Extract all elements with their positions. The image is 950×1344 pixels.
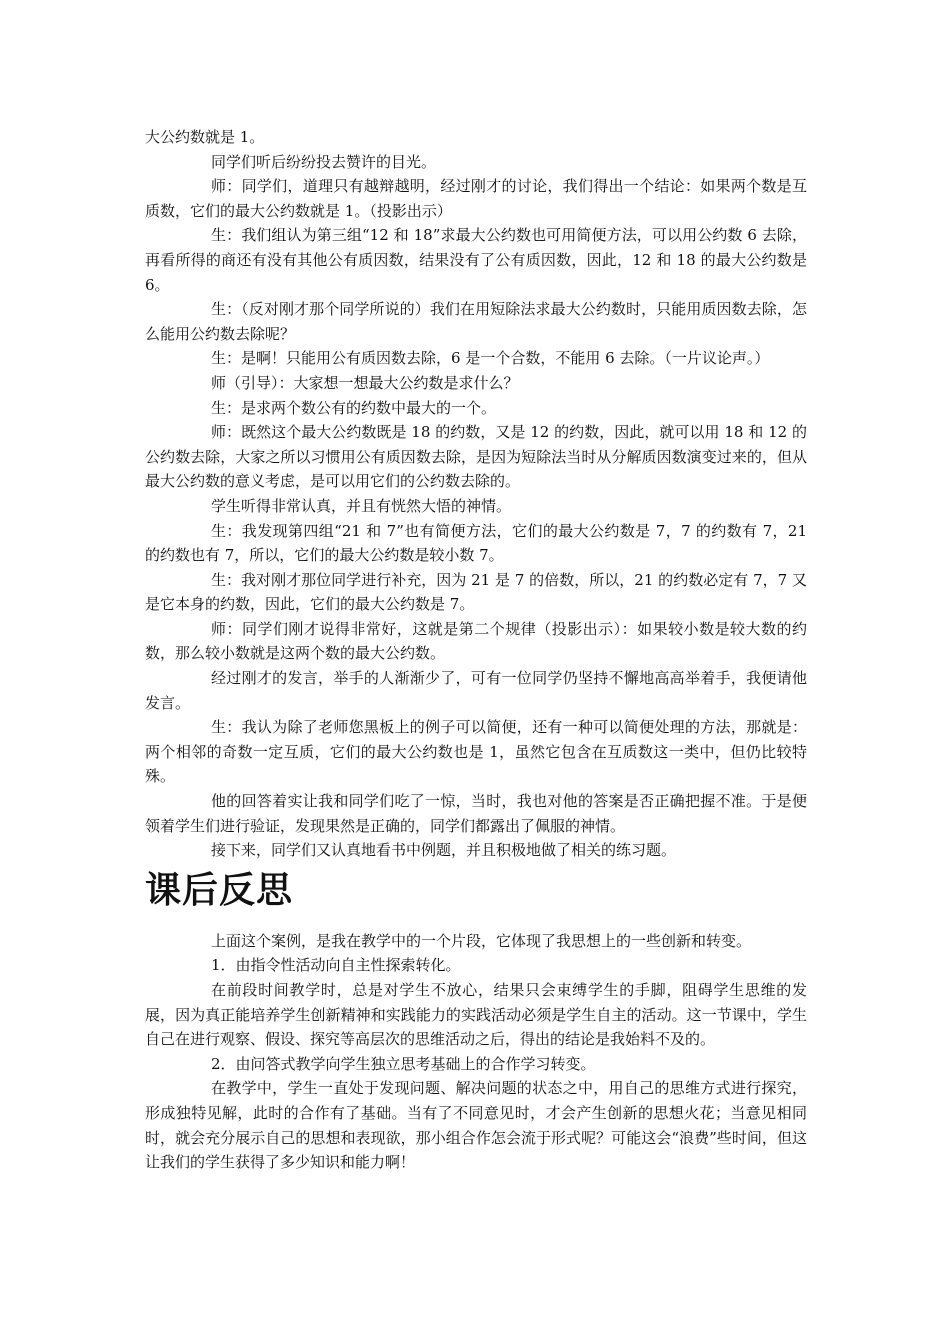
paragraph: 生：（反对刚才那个同学所说的）我们在用短除法求最大公约数时，只能用质因数去除，怎么能用公约数去除呢？ — [145, 300, 807, 343]
paragraph: 上面这个案例，是我在教学中的一个片段，它体现了我思想上的一些创新和转变。 — [211, 931, 752, 950]
paragraph: 同学们听后纷纷投去赞许的目光。 — [211, 152, 437, 171]
paragraph: 师：同学们刚才说得非常好，这就是第二个规律（投影出示）：如果较小数是较大数的约数，那么较小数就是这两个数的最大公约数。 — [145, 619, 807, 663]
paragraph: 接下来，同学们又认真地看书中例题，并且积极地做了相关的练习题。 — [211, 841, 677, 860]
paragraph: 生：我认为除了老师您黑板上的例子可以简便，还有一种可以简便处理的方法，那就是：两个相邻的奇数一定互质，它们的最大公约数也是 1，虽然它包含在互质数这一类中，但仍比较特殊。 — [145, 718, 807, 786]
paragraph: 在前段时间教学时，总是对学生不放心，结果只会束缚学生的手脚，阻碍学生思维的发展，因为真正能培养学生创新精神和实践能力的实践活动必须是学生自主的活动。这一节课中，学生自己在进行观察、假设、探究等高层次的思维活动之后，得出的结论是我始料不及的。 — [145, 981, 807, 1049]
reflection-section — [145, 929, 807, 1175]
document-page — [145, 125, 807, 1175]
paragraph: 生：是求两个数公有的约数中最大的一个。 — [211, 398, 497, 417]
paragraph: 生：我们组认为第三组“12 和 18”求最大公约数也可用简便方法，可以用公约数 6 去除，再看所得的商还有没有其他公有质因数，结果没有了公有质因数，因此，12 和 18 的最大公约数是 6。 — [145, 226, 807, 294]
paragraph: 生：我对刚才那位同学进行补充，因为 21 是 7 的倍数，所以，21 的约数必定有 7，7 又是它本身的约数，因此，它们的最大公约数是 7。 — [145, 570, 807, 614]
paragraph: 生：是啊！只能用公有质因数去除，6 是一个合数，不能用 6 去除。（一片议论声。） — [211, 349, 770, 368]
paragraph: 在教学中，学生一直处于发现问题、解决问题的状态之中，用自己的思维方式进行探究，形成独特见解，此时的合作有了基础。当有了不同意见时，才会产生创新的思想火花；当意见相同时，就会充分展示自己的思想和表现欲，那小组合作怎会流于形式呢？可能这会“浪费”些时间，但这让我们的学生获得了多少知识和能力啊！ — [145, 1079, 807, 1172]
transcript-section — [145, 125, 807, 863]
paragraph: 生：我发现第四组“21 和 7”也有简便方法，它们的最大公约数是 7，7 的约数有 7，21 的约数也有 7，所以，它们的最大公约数是较小数 7。 — [145, 521, 807, 565]
paragraph: 他的回答着实让我和同学们吃了一惊，当时，我也对他的答案是否正确把握不准。于是便领着学生们进行验证，发现果然是正确的，同学们都露出了佩服的神情。 — [145, 792, 807, 835]
paragraph: 师：既然这个最大公约数既是 18 的约数，又是 12 的约数，因此，就可以用 18 和 12 的公约数去除，大家之所以习惯用公有质因数去除，是因为短除法当时从分解质因数演变过来的，但从最大公约数的意义考虑，是可以用它们的公约数去除的。 — [145, 423, 807, 491]
section-heading: 课后反思 — [145, 869, 294, 911]
paragraph: 大公约数就是 1。 — [145, 128, 265, 146]
paragraph: 2．由问答式教学向学生独立思考基础上的合作学习转变。 — [211, 1054, 596, 1073]
paragraph: 师（引导）：大家想一想最大公约数是求什么？ — [211, 373, 519, 392]
paragraph: 学生听得非常认真，并且有恍然大悟的神情。 — [211, 496, 512, 515]
paragraph: 1．由指令性活动向自主性探索转化。 — [211, 956, 461, 975]
paragraph: 师：同学们，道理只有越辩越明，经过刚才的讨论，我们得出一个结论：如果两个数是互质数，它们的最大公约数就是 1。（投影出示） — [145, 177, 807, 220]
paragraph: 经过刚才的发言，举手的人渐渐少了，可有一位同学仍坚持不懈地高高举着手，我便请他发言。 — [145, 669, 807, 712]
